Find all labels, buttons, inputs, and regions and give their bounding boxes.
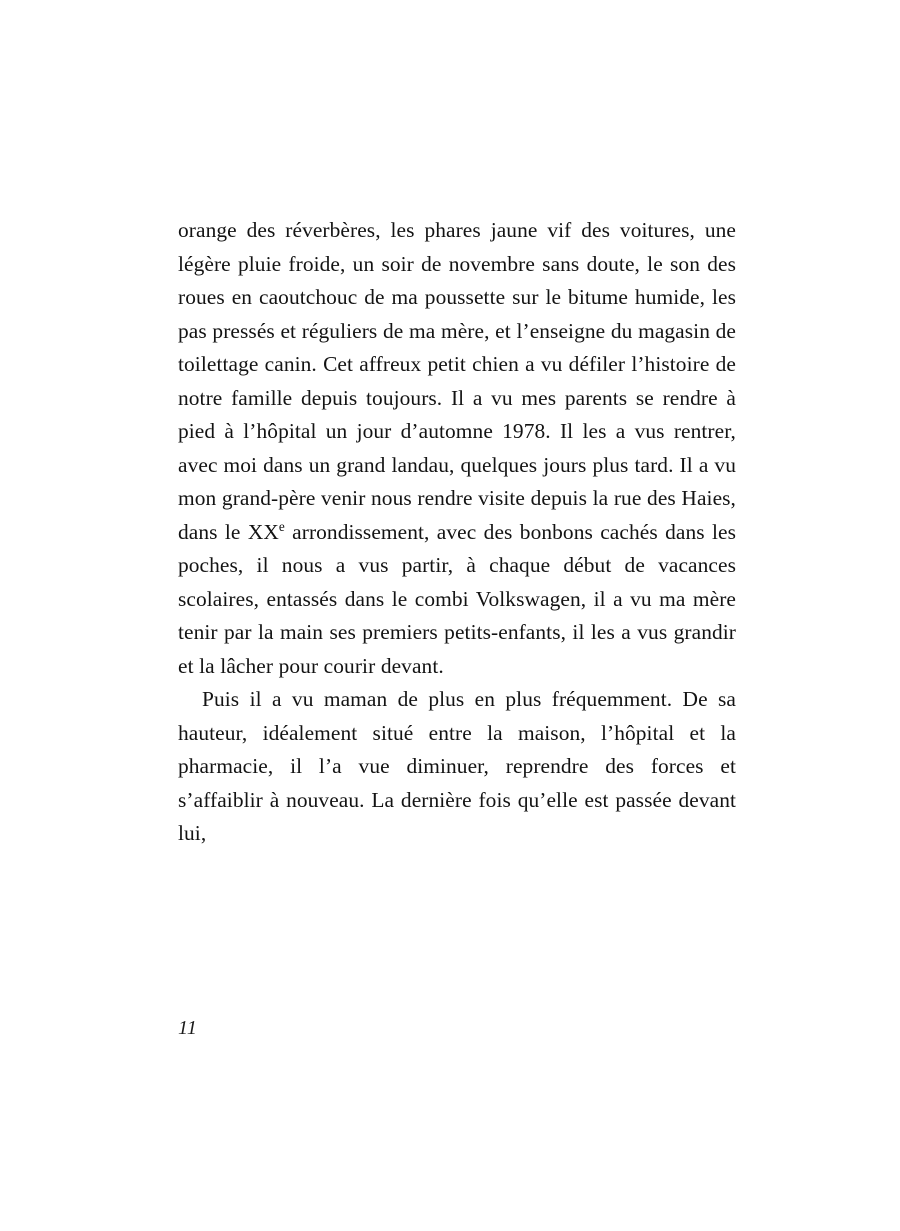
body-text-column (178, 214, 736, 851)
page-number: 11 (178, 1017, 198, 1039)
paragraph-second-text: Puis il a vu maman de plus en plus fréquemment. De sa hauteur, idéalement situé entre la maison, l’hôpital et la pharmacie, il l’a vue diminuer, reprendre des forces et s’affaiblir à nouveau. La dernière fois qu’elle est passée devant lui, (178, 687, 736, 845)
paragraph-continued (178, 214, 736, 683)
paragraph-second (178, 683, 736, 851)
paragraph-continued-text-before-ordinal: orange des réverbères, les phares jaune vif des voitures, une légère pluie froide, un soir de novembre sans doute, le son des roues en caoutchouc de ma poussette sur le bitume humide, les pas pressés et réguliers de ma mère, et l’enseigne du magasin de toilettage canin. Cet affreux petit chien a vu défiler l’histoire de notre famille depuis toujours. Il a vu mes parents se rendre à pied à l’hôpital un jour d’automne 1978. Il les a vus rentrer, avec moi dans un grand landau, quelques jours plus tard. Il a vu mon grand-père venir nous rendre visite depuis la rue des Haies, dans le XX (178, 218, 736, 544)
ordinal-suffix-superscript: e (278, 518, 285, 534)
paragraph-continued-text-after-ordinal: arrondissement, avec des bonbons cachés dans les poches, il nous a vus partir, à chaque début de vacances scolaires, entassés dans le combi Volkswagen, il a vu ma mère tenir par la main ses premiers petits-enfants, il les a vus grandir et la lâcher pour courir devant. (178, 519, 736, 678)
